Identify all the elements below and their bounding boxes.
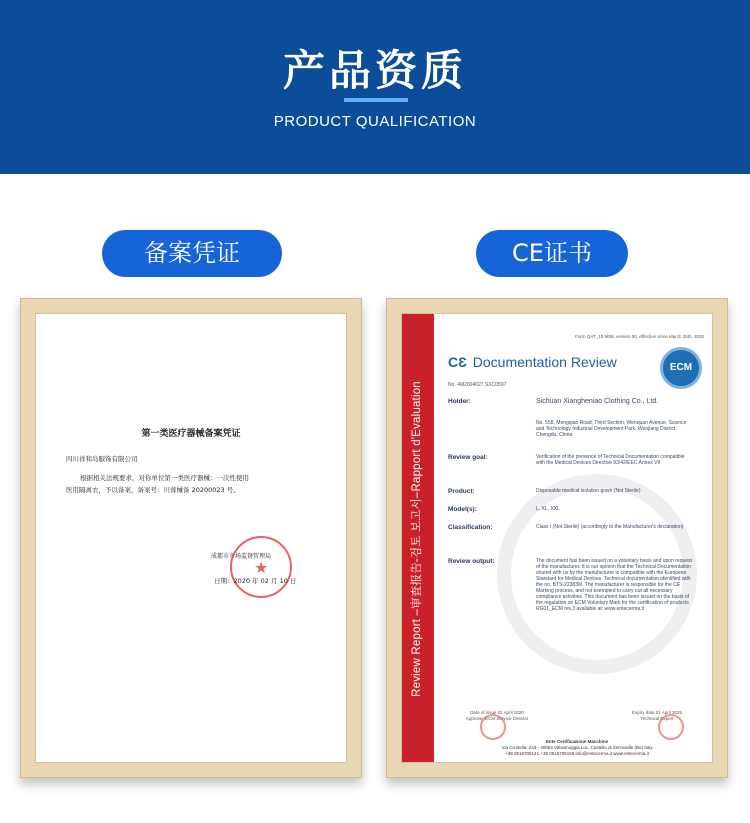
review-output: The document has been issued on a voluntary basis and upon request of the manufacturer. It is our opinion that the Technical Documentation shared with us by the manufacturer is compatible with the European Standard for Medical Devices. Technical documentation identified with the no. BTS-22383M. The manufacturer is responsible for the CE Marking process, and not exempted to carry out all necessary compliance activities. This document has been issued on the basis of the regulation on ECM Voluntary Mark for the certification of products RG01_ECM rev.3 available at: www.entecerma.it [536, 558, 692, 612]
approver: Approver ECM Service Director [465, 716, 529, 721]
certificate-body [66, 472, 316, 496]
classification-label: Classification: [448, 524, 493, 531]
approver-stamp-icon [480, 714, 506, 740]
ecm-logo-icon: ECM [660, 347, 702, 389]
footer-address [442, 739, 712, 757]
header-banner [0, 0, 750, 174]
holder-name: Sichuan Xiangheniao Clothing Co., Ltd. [536, 398, 659, 405]
filing-certificate [35, 313, 347, 763]
holder-label: Holder: [448, 398, 471, 405]
expiry-block [612, 710, 702, 722]
badge-filing-certificate: 备案凭证 [102, 230, 282, 277]
filing-certificate-frame [20, 298, 362, 778]
title-underline [344, 98, 408, 102]
ce-mark: CƐ [448, 354, 467, 370]
footer-contact: +39 0516705141 +39 0516705156 info@entecerma.it www.entecerma.it [505, 751, 649, 756]
certificate-body-line-1: 根据相关法规要求，对你单位第一类医疗器械：一次性使用 [80, 474, 249, 482]
certificate-date: 日期：2020 年 02 月 10 日 [214, 577, 297, 585]
review-output-label: Review output: [448, 558, 495, 565]
ce-content [442, 314, 712, 762]
side-strip [402, 314, 434, 762]
footer-addr: Via Ca Bella, 243 - 40053 Valsamoggia Loc. Castello di Serravalle (Bo) Italy [501, 745, 653, 750]
product-label: Product: [448, 488, 475, 495]
issue-date: Date of issue 02 April 2020 [470, 710, 524, 715]
side-strip-text: Review Report –审査报告-검토 보고서–Rapport d'Evaluation [411, 381, 423, 697]
models-label: Model(s): [448, 506, 477, 513]
review-goal-label: Review goal: [448, 454, 488, 461]
form-note: Form QAT_10-M06, version 00, effective since March 25th, 2020 [575, 334, 704, 339]
footer-org: Ente Certificazione Macchine [545, 739, 609, 744]
ce-heading-text: Documentation Review [472, 354, 617, 370]
holder-address: No. 558, Mengqiao Road, Third Section, Wenquan Avenue, Science and Technology Industrial Development Park, Wenjiang District, Chengdu, China [536, 420, 687, 438]
page-title: 产品资质 [282, 46, 467, 95]
badge-ce-certificate: CE证书 [476, 230, 628, 277]
ce-heading [448, 354, 617, 370]
certificate-body-line-2: 医用隔离衣，予以备案，备案号：川蓉械备 20200023 号。 [66, 486, 240, 494]
page-subtitle: PRODUCT QUALIFICATION [273, 113, 477, 130]
classification-value: Class I (Not Sterile) (accordingly to the Manufacturer's declaration) [536, 524, 684, 530]
review-goal: Verification of the presence of Technical Documentation compatible with the Medical Devices Directive 93/42/EEC Annex VII [536, 454, 685, 466]
product-value: Disposable medical isolation gown (Not Sterile) [536, 488, 641, 494]
red-seal-icon: ★ [230, 536, 292, 598]
technical-expert: Technical Expert [640, 716, 674, 721]
expert-stamp-icon [658, 714, 684, 740]
certificate-title: 第一类医疗器械备案凭证 [141, 429, 241, 439]
ce-reference: No. 4M2004027.SXC0597 [448, 382, 507, 388]
models-value: L, XL, XXL [536, 506, 560, 512]
ce-certificate-frame [386, 298, 728, 778]
certificate-issuer: 成都市市场监督管理局 [211, 553, 272, 560]
certificate-company: 四川祥和岛服饰有限公司 [66, 455, 138, 463]
expiry-date: Expiry date 01 April 2025 [631, 710, 683, 715]
ce-certificate [401, 313, 713, 763]
